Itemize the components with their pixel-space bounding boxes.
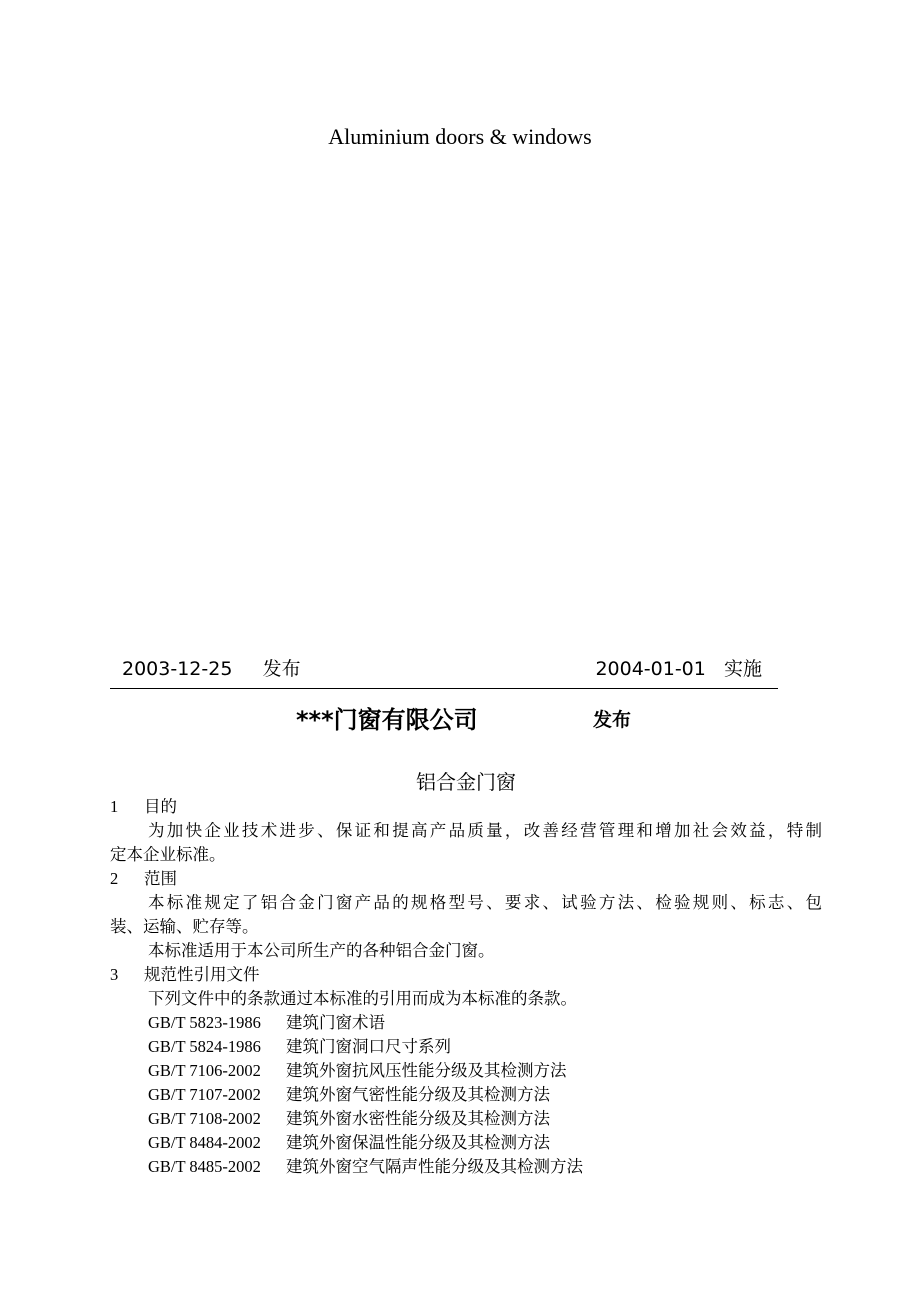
section-title: 规范性引用文件: [144, 965, 260, 984]
reference-code: GB/T 8485-2002: [148, 1157, 261, 1176]
divider-rule: [110, 688, 778, 689]
reference-name: 建筑外窗水密性能分级及其检测方法: [286, 1109, 550, 1128]
reference-name: 建筑外窗保温性能分级及其检测方法: [286, 1133, 550, 1152]
reference-item: [110, 1131, 822, 1155]
section-heading: [110, 867, 822, 891]
effective-date-label: 实施: [723, 658, 762, 680]
date-row: [122, 654, 762, 682]
section-heading: [110, 795, 822, 819]
issue-date: 2003-12-25: [122, 658, 233, 680]
effective-date-group: [595, 654, 762, 681]
reference-item: [110, 1011, 822, 1035]
reference-item: [110, 1083, 822, 1107]
reference-item: [110, 1155, 822, 1179]
section-number: 3: [110, 965, 119, 984]
reference-name: 建筑外窗抗风压性能分级及其检测方法: [286, 1061, 567, 1080]
english-title: Aluminium doors & windows: [328, 124, 592, 149]
section-title: 范围: [144, 869, 177, 888]
reference-name: 建筑门窗洞口尺寸系列: [286, 1037, 451, 1056]
reference-code: GB/T 5823-1986: [148, 1013, 261, 1032]
paragraph-line: 下列文件中的条款通过本标准的引用而成为本标准的条款。: [148, 989, 577, 1008]
paragraph-line: 本标准规定了铝合金门窗产品的规格型号、要求、试验方法、检验规则、标志、包: [148, 893, 822, 912]
publisher-label: 发布: [593, 709, 632, 731]
publisher-company: ***门窗有限公司: [296, 706, 478, 734]
reference-name: 建筑门窗术语: [286, 1013, 385, 1032]
document-body: [110, 795, 822, 1179]
section-heading: [110, 963, 822, 987]
paragraph-line: 为加快企业技术进步、保证和提高产品质量，改善经营管理和增加社会效益，特制: [148, 821, 822, 840]
paragraph-line: 装、运输、贮存等。: [110, 917, 259, 936]
document-title: 铝合金门窗: [416, 770, 516, 794]
paragraph-line: 本标准适用于本公司所生产的各种铝合金门窗。: [148, 941, 495, 960]
paragraph-line: 定本企业标准。: [110, 845, 226, 864]
section-title: 目的: [144, 797, 177, 816]
reference-name: 建筑外窗空气隔声性能分级及其检测方法: [286, 1157, 583, 1176]
reference-code: GB/T 5824-1986: [148, 1037, 261, 1056]
reference-item: [110, 1035, 822, 1059]
issue-date-group: [122, 654, 301, 681]
reference-name: 建筑外窗气密性能分级及其检测方法: [286, 1085, 550, 1104]
issue-date-label: 发布: [262, 658, 301, 680]
reference-code: GB/T 7108-2002: [148, 1109, 261, 1128]
section-number: 2: [110, 869, 119, 888]
effective-date: 2004-01-01: [595, 658, 706, 680]
reference-code: GB/T 7107-2002: [148, 1085, 261, 1104]
reference-item: [110, 1107, 822, 1131]
section-number: 1: [110, 797, 119, 816]
reference-code: GB/T 7106-2002: [148, 1061, 261, 1080]
reference-code: GB/T 8484-2002: [148, 1133, 261, 1152]
reference-item: [110, 1059, 822, 1083]
